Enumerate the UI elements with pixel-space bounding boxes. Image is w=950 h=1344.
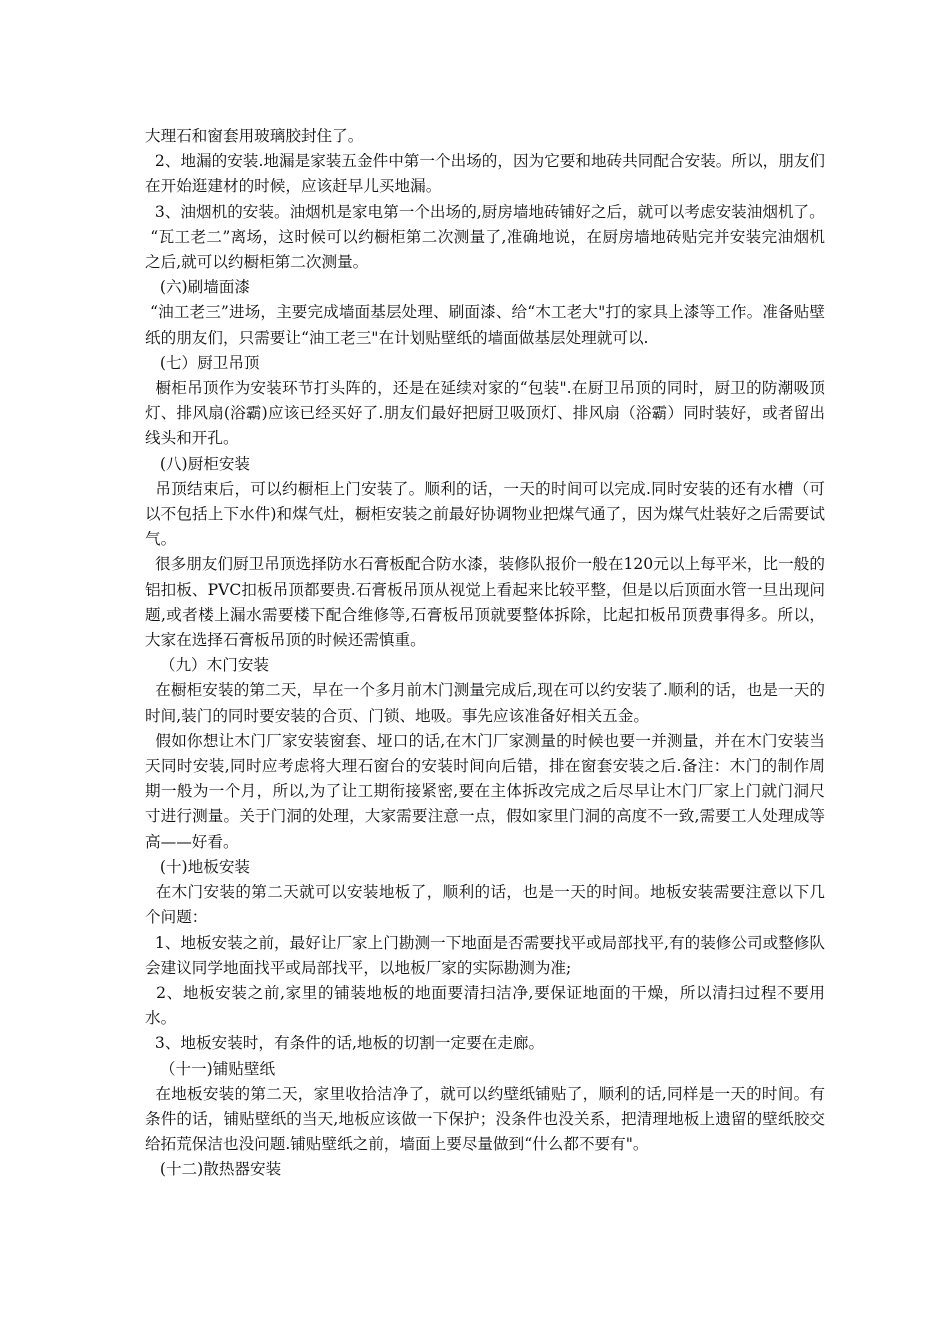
paragraph: “瓦工老二”离场，这时候可以约橱柜第二次测量了,准确地说，在厨房墙地砖贴完并安装完油烟机之后,就可以约橱柜第二次测量。: [145, 227, 825, 272]
section-heading: (十)地板安装: [145, 857, 251, 876]
paragraph: “油工老三”进场，主要完成墙面基层处理、刷面漆、给“木工老大"打的家具上漆等工作。准备贴壁纸的朋友们，只需要让“油工老三"在计划贴壁纸的墙面做基层处理就可以.: [145, 303, 825, 347]
paragraph: 在地板安装的第二天，家里收拾洁净了，就可以约壁纸铺贴了，顺利的话,同样是一天的时间。有条件的话，铺贴壁纸的当天,地板应该做一下保护；没条件也没关系，把清理地板上遗留的壁纸胶交给拓荒保洁也没问题.铺贴壁纸之前，墙面上要尽量做到“什么都不要有"。: [145, 1084, 825, 1154]
section-heading: (七）厨卫吊顶: [145, 353, 260, 372]
paragraph: 吊顶结束后，可以约橱柜上门安装了。顺利的话，一天的时间可以完成.同时安装的还有水槽（可以不包括上下水件)和煤气灶，橱柜安装之前最好协调物业把煤气通了，因为煤气灶装好之后需要试气。: [145, 479, 825, 549]
list-item: 3、地板安装时，有条件的话,地板的切割一定要在走廊。: [145, 1034, 545, 1053]
section-heading: (六)刷墙面漆: [145, 278, 251, 297]
paragraph: 很多朋友们厨卫吊顶选择防水石膏板配合防水漆，装修队报价一般在120元以上每平米，比一般的铝扣板、PVC扣板吊顶都要贵.石膏板吊顶从视觉上看起来比较平整，但是以后顶面水管一旦出现问题,或者楼上漏水需要楼下配合维修等,石膏板吊顶就要整体拆除，比起扣板吊顶费事得多。所以，大家在选择石膏板吊顶的时候还需慎重。: [145, 555, 825, 650]
section-heading: (八)厨柜安装: [145, 454, 251, 473]
paragraph: 假如你想让木门厂家安装窗套、垭口的话,在木门厂家测量的时候也要一并测量，并在木门安装当天同时安装,同时应考虑将大理石窗台的安装时间向后错，排在窗套安装之后.备注：木门的制作周期一般为一个月，所以,为了让工期衔接紧密,要在主体拆改完成之后尽早让木门厂家上门就门洞尺寸进行测量。关于门洞的处理，大家需要注意一点，假如家里门洞的高度不一致,需要工人处理成等高——好看。: [145, 731, 825, 851]
paragraph: 3、油烟机的安装。油烟机是家电第一个出场的,厨房墙地砖铺好之后，就可以考虑安装油烟机了。: [145, 202, 825, 221]
paragraph: 橱柜吊顶作为安装环节打头阵的，还是在延续对家的“包装".在厨卫吊顶的同时，厨卫的防潮吸顶灯、排风扇(浴霸)应该已经买好了.朋友们最好把厨卫吸顶灯、排风扇（浴霸）同时装好，或者留出线头和开孔。: [145, 379, 825, 448]
paragraph: 大理石和窗套用玻璃胶封住了。: [145, 127, 364, 145]
list-item: 1、地板安装之前，最好让厂家上门勘测一下地面是否需要找平或局部找平,有的装修公司或整修队会建议同学地面找平或局部找平，以地板厂家的实际勘测为准;: [145, 933, 825, 977]
section-heading: （十一)铺贴壁纸: [145, 1059, 276, 1078]
section-heading: (十二)散热器安装: [145, 1160, 282, 1179]
list-item: 2、地板安装之前,家里的铺装地板的地面要清扫洁净,要保证地面的干燥，所以清扫过程不要用水。: [145, 983, 825, 1028]
paragraph: 在橱柜安装的第二天，早在一个多月前木门测量完成后,现在可以约安装了.顺利的话，也是一天的时间,装门的同时要安装的合页、门锁、地吸。事先应该准备好相关五金。: [145, 681, 825, 725]
paragraph: 在木门安装的第二天就可以安装地板了，顺利的话，也是一天的时间。地板安装需要注意以下几个问题：: [145, 883, 825, 927]
paragraph: 2、地漏的安装.地漏是家装五金件中第一个出场的，因为它要和地砖共同配合安装。所以，朋友们在开始逛建材的时候，应该赶早儿买地漏。: [145, 152, 825, 196]
document-body: [145, 124, 825, 1183]
section-heading: （九）木门安装: [145, 656, 270, 675]
